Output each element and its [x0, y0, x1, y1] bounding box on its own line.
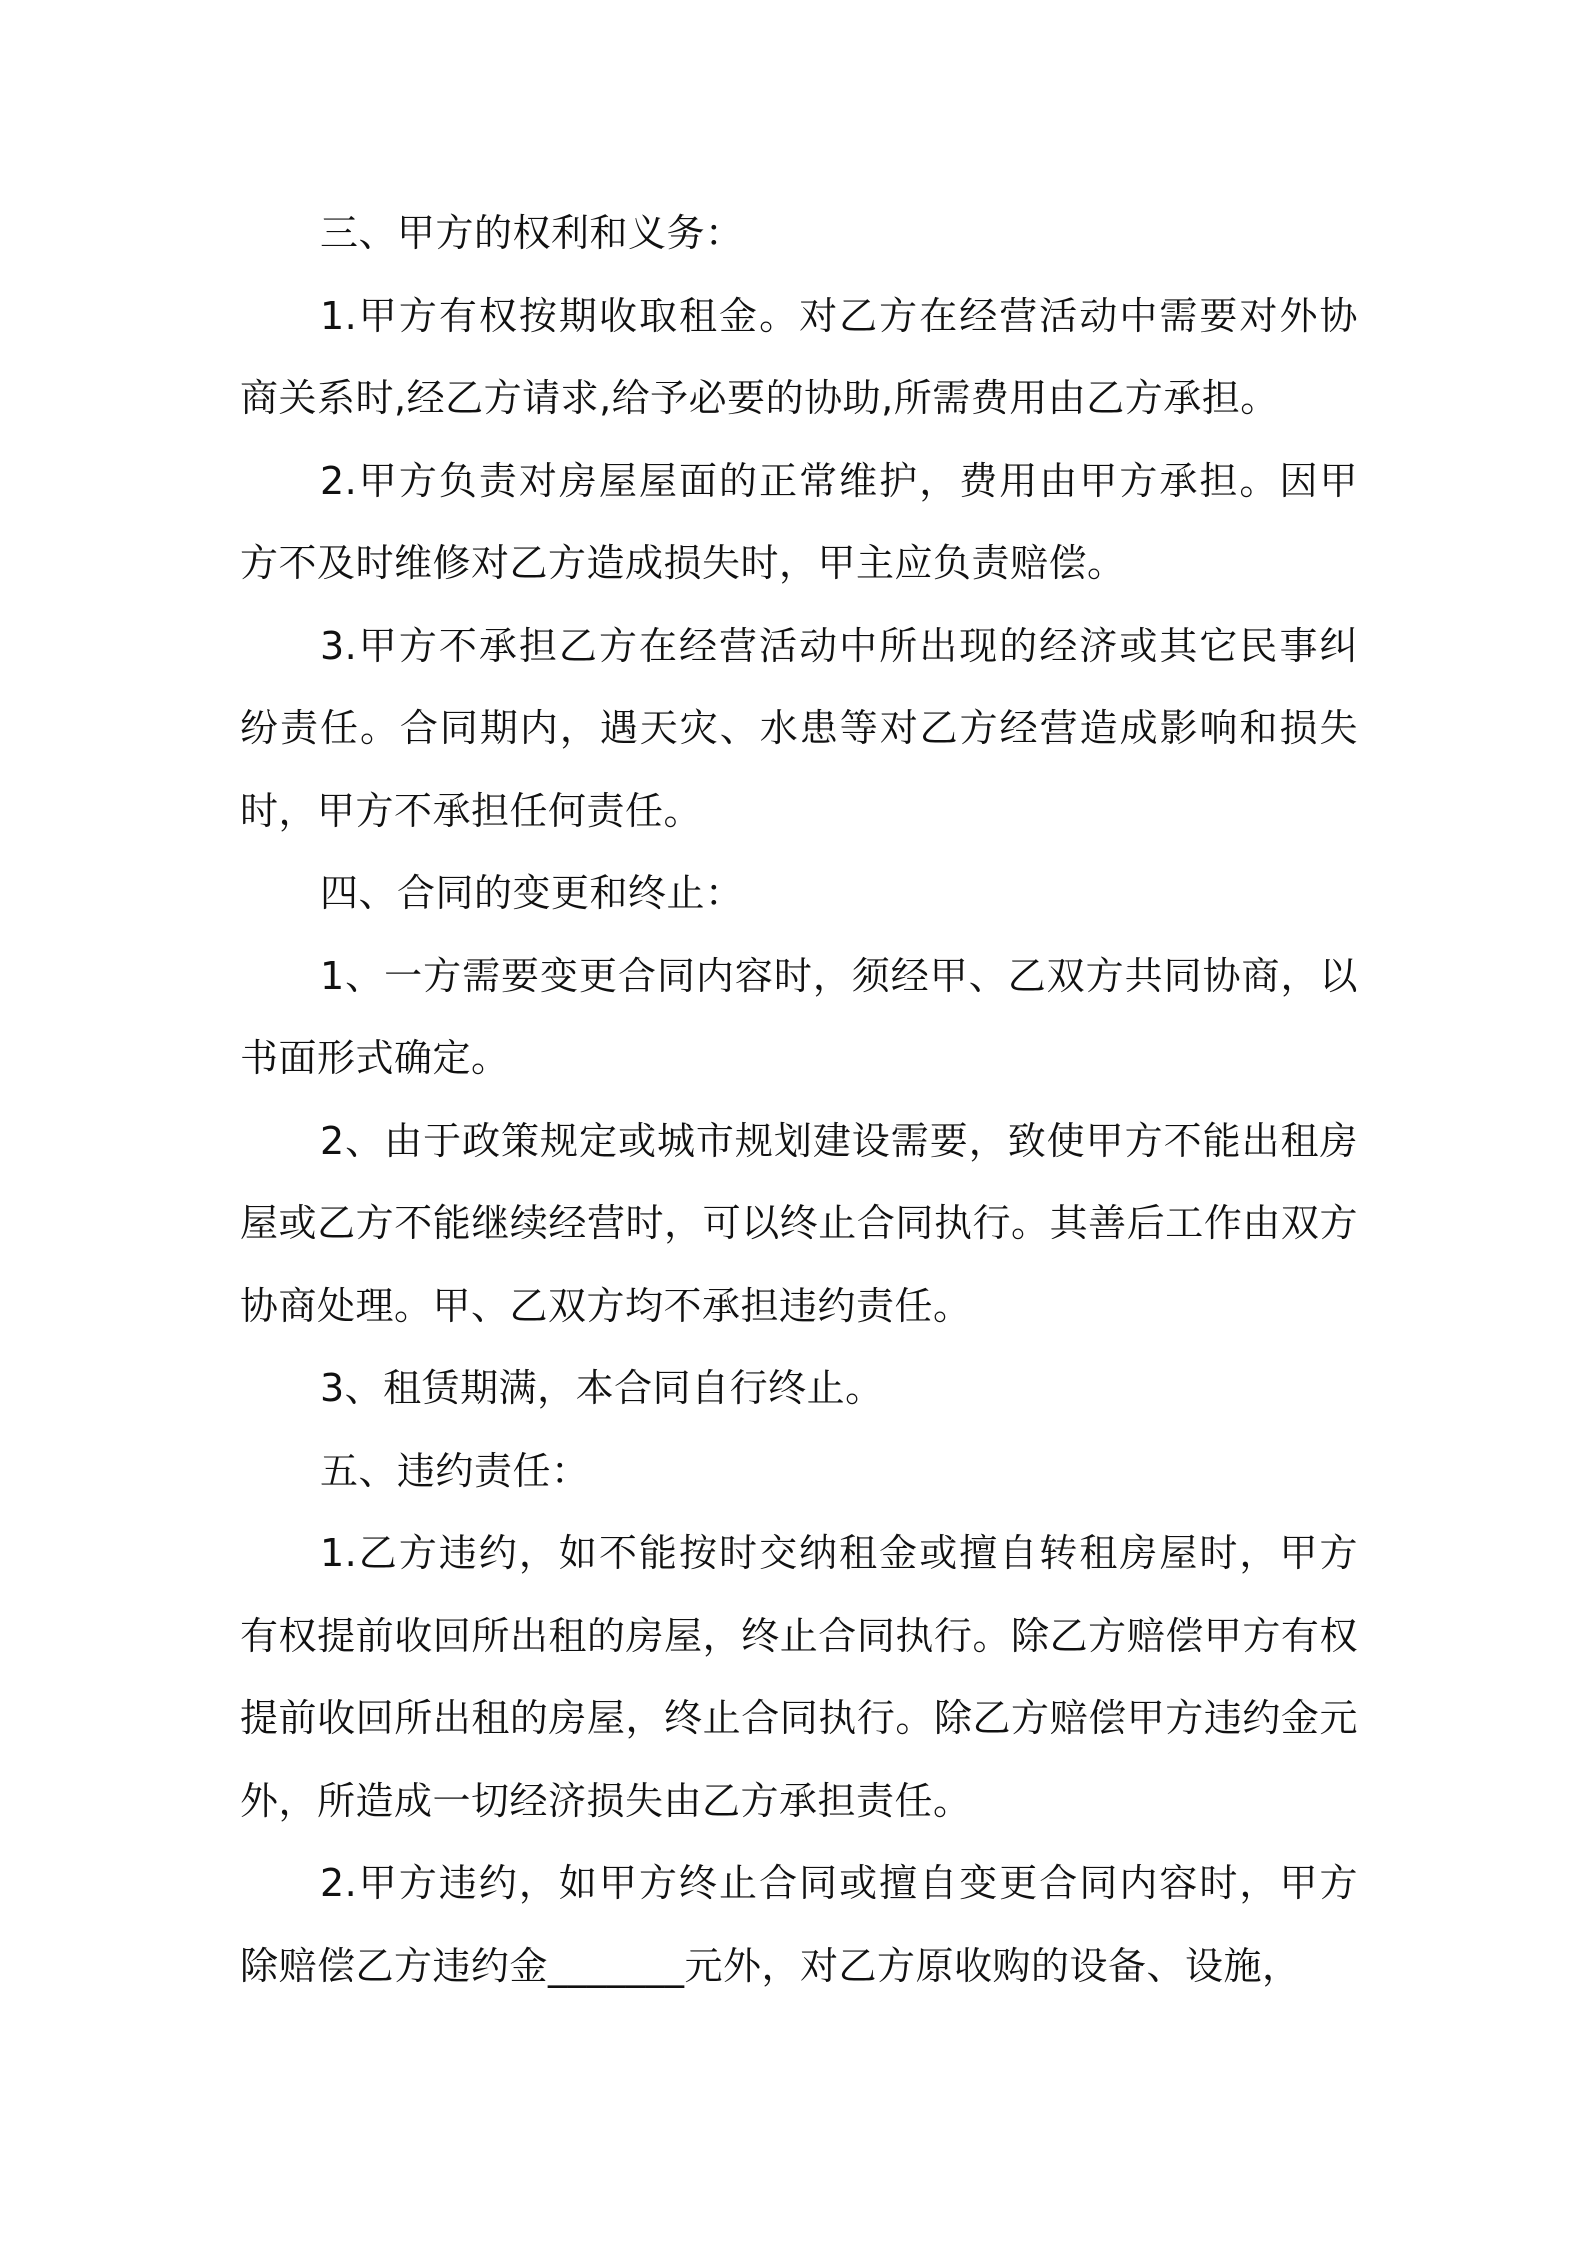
clause-3-3: 3.甲方不承担乙方在经营活动中所出现的经济或其它民事纠纷责任。合同期内，遇天灾、水患等对乙方经营造成影响和损失时，甲方不承担任何责任。: [240, 623, 1358, 833]
clause-4-3: 3、租赁期满，本合同自行终止。: [320, 1366, 884, 1410]
clause-3-1: 1.甲方有权按期收取租金。对乙方在经营活动中需要对外协商关系时,经乙方请求,给予必要的协助,所需费用由乙方承担。: [240, 293, 1358, 420]
section-heading-5: 五、违约责任：: [320, 1448, 590, 1493]
document-body: [240, 192, 1358, 2007]
section-heading-4: 四、合同的变更和终止：: [320, 871, 744, 915]
clause-4-1: 1、一方需要变更合同内容时，须经甲、乙双方共同协商，以书面形式确定。: [240, 953, 1358, 1080]
clause-5-1: 1.乙方违约，如不能按时交纳租金或擅自转租房屋时，甲方有权提前收回所出租的房屋，终止合同执行。除乙方赔偿甲方有权提前收回所出租的房屋，终止合同执行。除乙方赔偿甲方违约金元外，所造成一切经济损失由乙方承担责任。: [240, 1531, 1358, 1823]
clause-5-2: 2.甲方违约，如甲方终止合同或擅自变更合同内容时，甲方除赔偿乙方违约金_______元外，对乙方原收购的设备、设施，: [240, 1861, 1358, 1988]
clause-3-2: 2.甲方负责对房屋屋面的正常维护，费用由甲方承担。因甲方不及时维修对乙方造成损失时，甲主应负责赔偿。: [240, 458, 1358, 585]
clause-4-2: 2、由于政策规定或城市规划建设需要，致使甲方不能出租房屋或乙方不能继续经营时，可以终止合同执行。其善后工作由双方协商处理。甲、乙双方均不承担违约责任。: [240, 1118, 1358, 1328]
section-heading-3: 三、甲方的权利和义务：: [320, 211, 744, 255]
